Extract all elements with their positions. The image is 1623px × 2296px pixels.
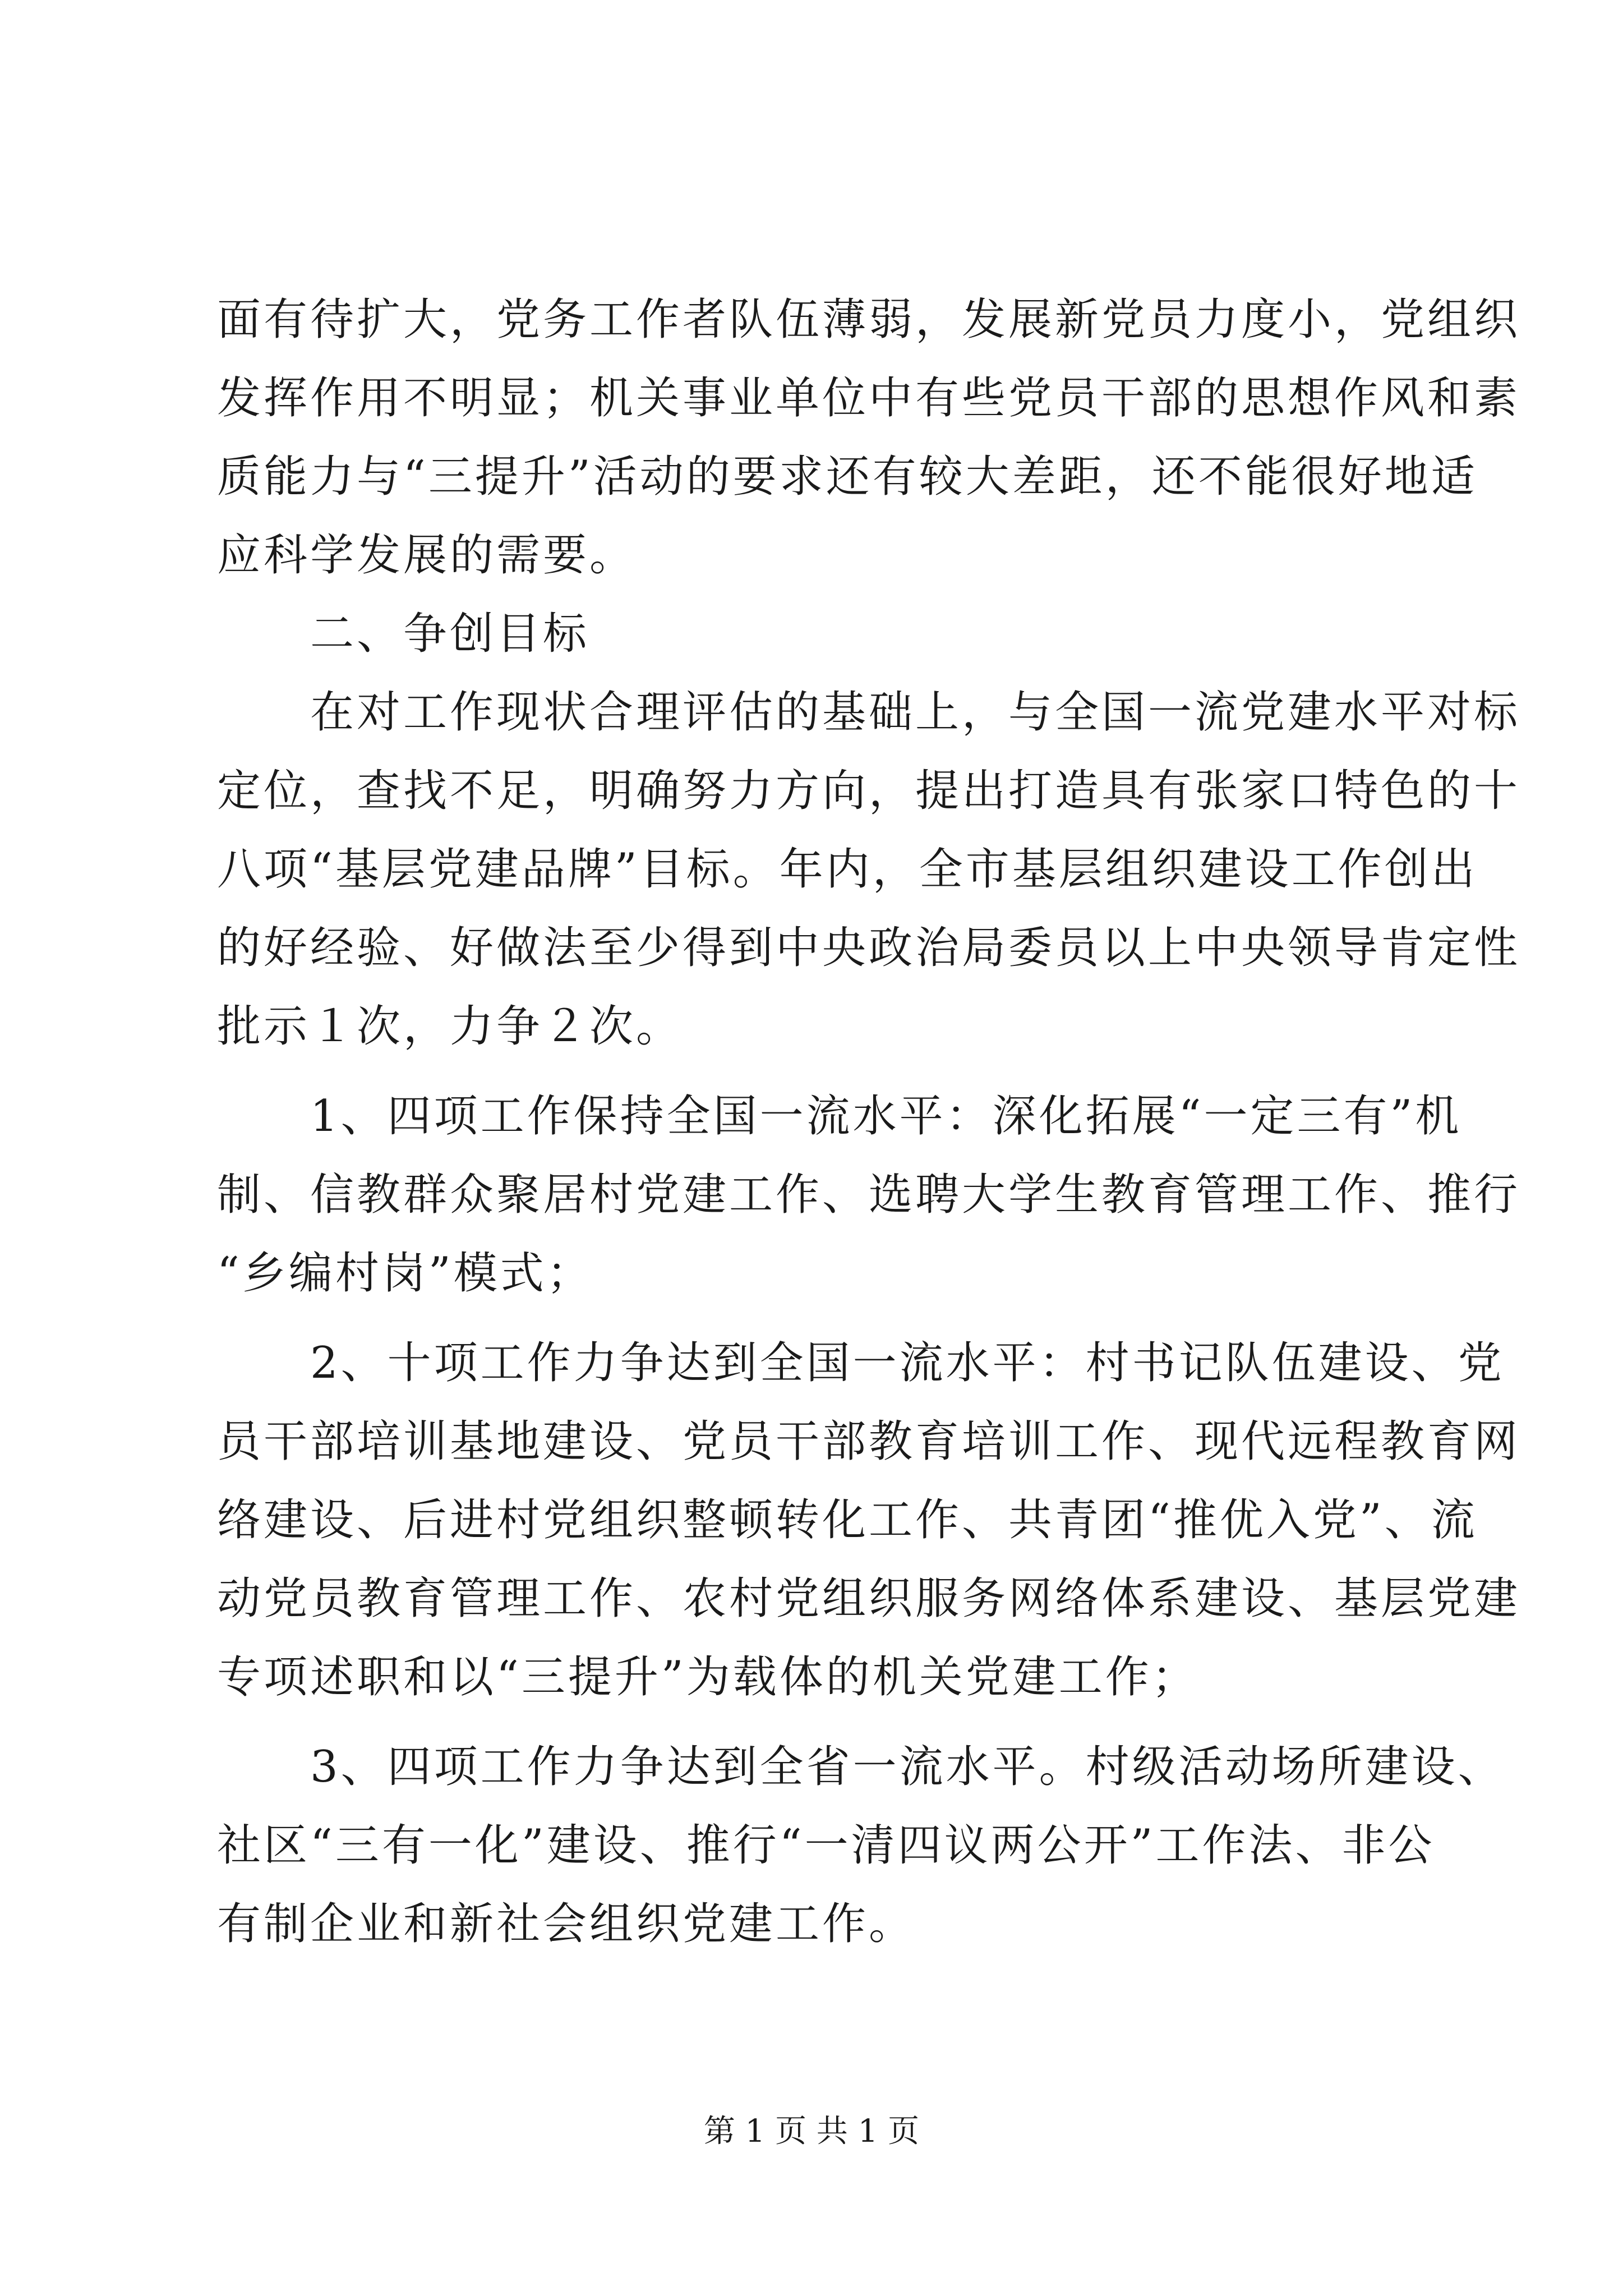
list-item-1-line: “乡编村岗”模式； (217, 1248, 593, 1299)
list-item-3-line: 3、四项工作力争达到全省一流水平。村级活动场所建设、 (217, 1742, 1505, 1792)
text-line: 批示１次，力争２次。 (217, 1001, 683, 1052)
text-line: 的好经验、好做法至少得到中央政治局委员以上中央领导肯定性 (217, 923, 1521, 973)
list-item-2-line: 动党员教育管理工作、农村党组织服务网络体系建设、基层党建 (217, 1573, 1521, 1624)
list-item-2-line: 专项述职和以“三提升”为载体的机关党建工作； (217, 1652, 1198, 1703)
text-line: 质能力与“三提升”活动的要求还有较大差距，还不能很好地适 (217, 452, 1478, 502)
document-body (217, 295, 1521, 1979)
list-item-2-line: 络建设、后进村党组织整顿转化工作、共青团“推优入党”、流 (217, 1495, 1478, 1545)
text-line: 面有待扩大，党务工作者队伍薄弱，发展新党员力度小，党组织 (217, 295, 1521, 345)
text-line: 在对工作现状合理评估的基础上，与全国一流党建水平对标 (217, 687, 1521, 738)
page-footer: 第 1 页 共 1 页 (703, 2113, 920, 2150)
text-line: 应科学发展的需要。 (217, 530, 637, 581)
list-item-2-line: 员干部培训基地建设、党员干部教育培训工作、现代远程教育网 (217, 1416, 1521, 1467)
list-item-2-line: 2、十项工作力争达到全国一流水平：村书记队伍建设、党 (217, 1338, 1505, 1388)
list-item-3-line: 社区“三有一化”建设、推行“一清四议两公开”工作法、非公 (217, 1820, 1435, 1871)
text-line: 定位，查找不足，明确努力方向，提出打造具有张家口特色的十 (217, 766, 1521, 816)
list-item-1-line: 制、信教群众聚居村党建工作、选聘大学生教育管理工作、推行 (217, 1170, 1521, 1220)
text-line: 八项“基层党建品牌”目标。年内，全市基层组织建设工作创出 (217, 844, 1478, 895)
section-heading: 二、争创目标 (217, 609, 590, 659)
list-item-1-line: 1、四项工作保持全国一流水平：深化拓展“一定三有”机 (217, 1091, 1462, 1142)
list-item-3-line: 有制企业和新社会组织党建工作。 (217, 1899, 916, 1949)
text-line: 发挥作用不明显；机关事业单位中有些党员干部的思想作风和素 (217, 373, 1521, 424)
